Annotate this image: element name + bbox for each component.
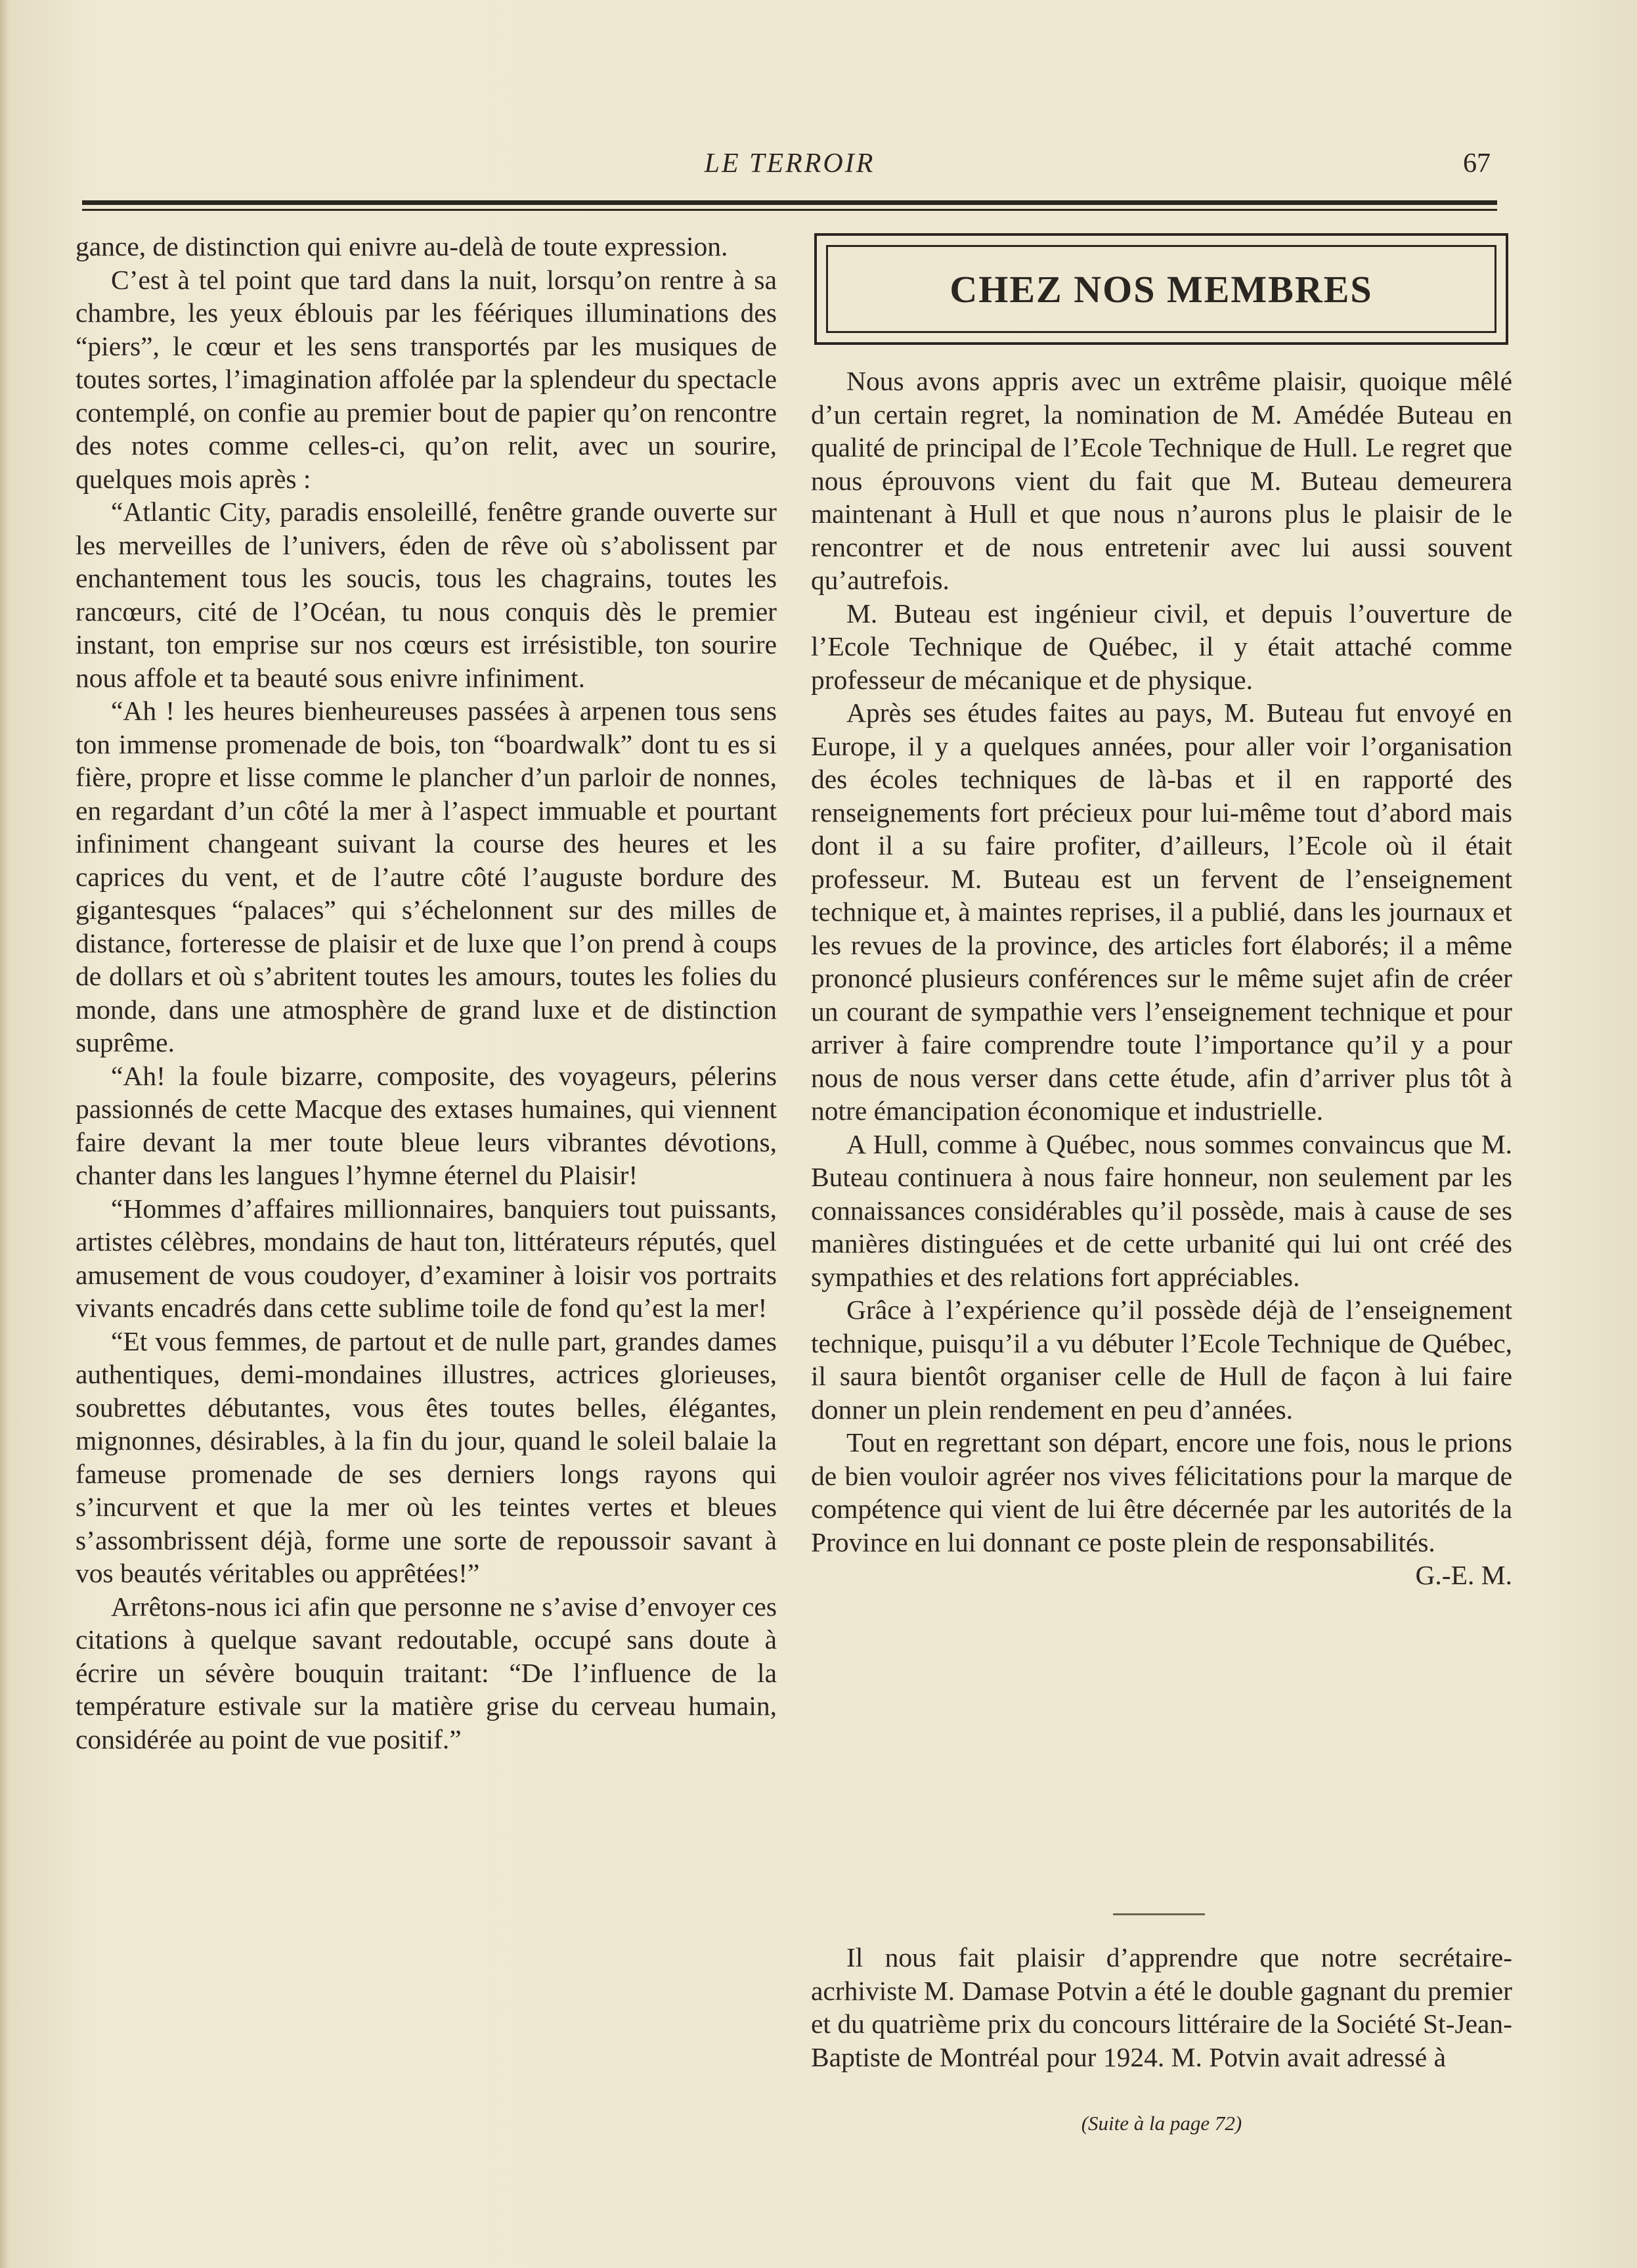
paragraph: “Atlantic City, paradis ensoleillé, fenêtre grande ouverte sur les merveilles de l’univers, éden de rêve où s’abolissent par enchantement tous les soucis, tous les chagrains, toutes les rancœurs, cité de l’Océan, tu nous conquis dès le premier instant, ton emprise sur nos cœurs est irrésistible, ton sourire nous affole et ta beauté sous enivre infiniment. <box>76 497 777 693</box>
paragraph: Nous avons appris avec un extrême plaisir, quoique mêlé d’un certain regret, la nomination de M. Amédée Buteau en qualité de principal de l’Ecole Technique de Hull. Le regret que nous éprouvons vient du fait que M. Buteau demeurera maintenant à Hull et que nous n’aurons plus le plaisir de le rencontrer et de nous entretenir avec lui aussi souvent qu’autrefois. <box>811 366 1512 595</box>
paragraph: gance, de distinction qui enivre au-delà de toute expression. <box>76 231 728 261</box>
paragraph: Grâce à l’expérience qu’il possède déjà de l’enseignement technique, puisqu’il a vu débuter l’Ecole Technique de Québec, il saura bientôt organiser celle de Hull de façon à lui faire donner un plein rendement en peu d’années. <box>811 1295 1512 1425</box>
section-title: CHEZ NOS MEMBRES <box>826 245 1496 333</box>
paragraph: M. Buteau est ingénieur civil, et depuis l’ouverture de l’Ecole Technique de Québec, il y était attaché comme professeur de mécanique et de physique. <box>811 598 1512 695</box>
paragraph: A Hull, comme à Québec, nous sommes convaincus que M. Buteau continuera à nous faire honneur, non seulement par les connaissances considérables qu’il possède, mais à cause de ses manières distinguées et de cette urbanité qui lui ont créé des sympathies et des relations fort appréciables. <box>811 1128 1512 1292</box>
signature: G.-E. M. <box>1415 1560 1512 1590</box>
section-heading-box <box>814 233 1508 345</box>
continuation-note: (Suite à la page 72) <box>1081 2112 1242 2135</box>
left-column <box>76 230 777 1756</box>
header-rule-thick <box>82 200 1497 205</box>
paragraph: “Et vous femmes, de partout et de nulle part, grandes dames authentiques, demi-mondaines illustres, actrices glorieuses, soubrettes débutantes, vous êtes toutes belles, élégantes, mignonnes, désirables, à la fin du jour, quand le soleil balaie la fameuse promenade de ses derniers longs rayons qui s’incurvent et que la mer où les teintes vertes et bleues s’assombrissent déjà, forme une sorte de repoussoir savant à vos beautés véritables ou apprêtées!” <box>76 1325 777 1588</box>
paragraph: “Ah! la foule bizarre, composite, des voyageurs, pélerins passionnés de cette Macque des extases humaines, qui viennent faire devant la mer toute bleue leurs vibrantes dévotions, chanter dans les langues l’hymne éternel du Plaisir! <box>76 1060 777 1190</box>
page-number: 67 <box>1463 148 1491 179</box>
page-header <box>82 148 1497 187</box>
paragraph: “Ah ! les heures bienheureuses passées à arpenen tous sens ton immense promenade de bois, ton “boardwalk” dont tu es si fière, propre et lisse comme le plancher d’un parloir de nonnes, en regardant d’un côté la mer à l’aspect immuable et pourtant infiniment changeant suivant la course des heures et les caprices du vent, et de l’autre côté l’auguste bordure des gigantesques “palaces” qui s’échelonnent sur des milles de distance, forteresse de plaisir et de luxe que l’on prend à coups de dollars et où s’abritent toutes les amours, toutes les folies du monde, dans une atmosphère de grand luxe et de distinction suprême. <box>76 696 777 1057</box>
paragraph: C’est à tel point que tard dans la nuit, lorsqu’on rentre à sa chambre, les yeux éblouis par les féériques illuminations des “piers”, le cœur et les sens transportés par les musiques de toutes sortes, l’imagination affolée par la splendeur du spectacle contemplé, on confie au premier bout de papier qu’on rencontre des notes comme celles-ci, qu’on relit, avec un sourire, quelques mois après : <box>76 264 777 494</box>
paragraph: “Hommes d’affaires millionnaires, banquiers tout puissants, artistes célèbres, mondains de haut ton, littérateurs réputés, quel amusement de vous coudoyer, d’examiner à loisir vos portraits vivants encadrés dans cette sublime toile de fond qu’est la mer! <box>76 1193 777 1323</box>
paragraph: Arrêtons-nous ici afin que personne ne s’avise d’envoyer ces citations à quelque savant redoutable, occupé sans doute à écrire un sévère bouquin traitant: “De l’influence de la température estivale sur la matière grise du cerveau humain, considérée au point de vue positif.” <box>76 1591 777 1754</box>
paragraph: Il nous fait plaisir d’apprendre que notre secrétaire-acrhiviste M. Damase Potvin a été le double gagnant du premier et du quatrième prix du concours littéraire de la Société St-Jean-Baptiste de Montréal pour 1924. M. Potvin avait adressé à <box>811 1942 1512 2072</box>
running-title: LE TERROIR <box>704 148 875 179</box>
paragraph: Tout en regrettant son départ, encore une fois, nous le prions de bien vouloir agréer nos vives félicitations pour la marque de compétence qui vient de lui être décernée par les autorités de la Province en lui donnant ce poste plein de responsabilités. <box>811 1427 1512 1557</box>
right-column <box>811 365 1512 1592</box>
header-rule-thin <box>82 209 1497 211</box>
paragraph: Après ses études faites au pays, M. Buteau fut envoyé en Europe, il y a quelques années, pour aller voir l’organisation des écoles techniques de là-bas et il en rapporté des renseignements fort précieux pour lui-même tout d’abord mais dont il a su faire profiter, d’ailleurs, l’Ecole où il était professeur. M. Buteau est un fervent de l’enseignement technique et, à maintes reprises, il a publié, dans les journaux et les revues de la province, des articles fort élaborés; il a même prononcé plusieurs conférences sur le même sujet afin de créer un courant de sympathie vers l’enseignement technique et pour arriver à faire comprendre toute l’importance qu’il y a pour nous de nous verser dans cette étude, afin d’arriver plus tôt à notre émancipation économique et industrielle. <box>811 698 1512 1126</box>
page-spine-edge <box>0 0 9 2268</box>
second-item <box>811 1941 1512 2074</box>
item-separator <box>1113 1913 1205 1915</box>
paragraph-with-signature <box>811 1426 1512 1590</box>
